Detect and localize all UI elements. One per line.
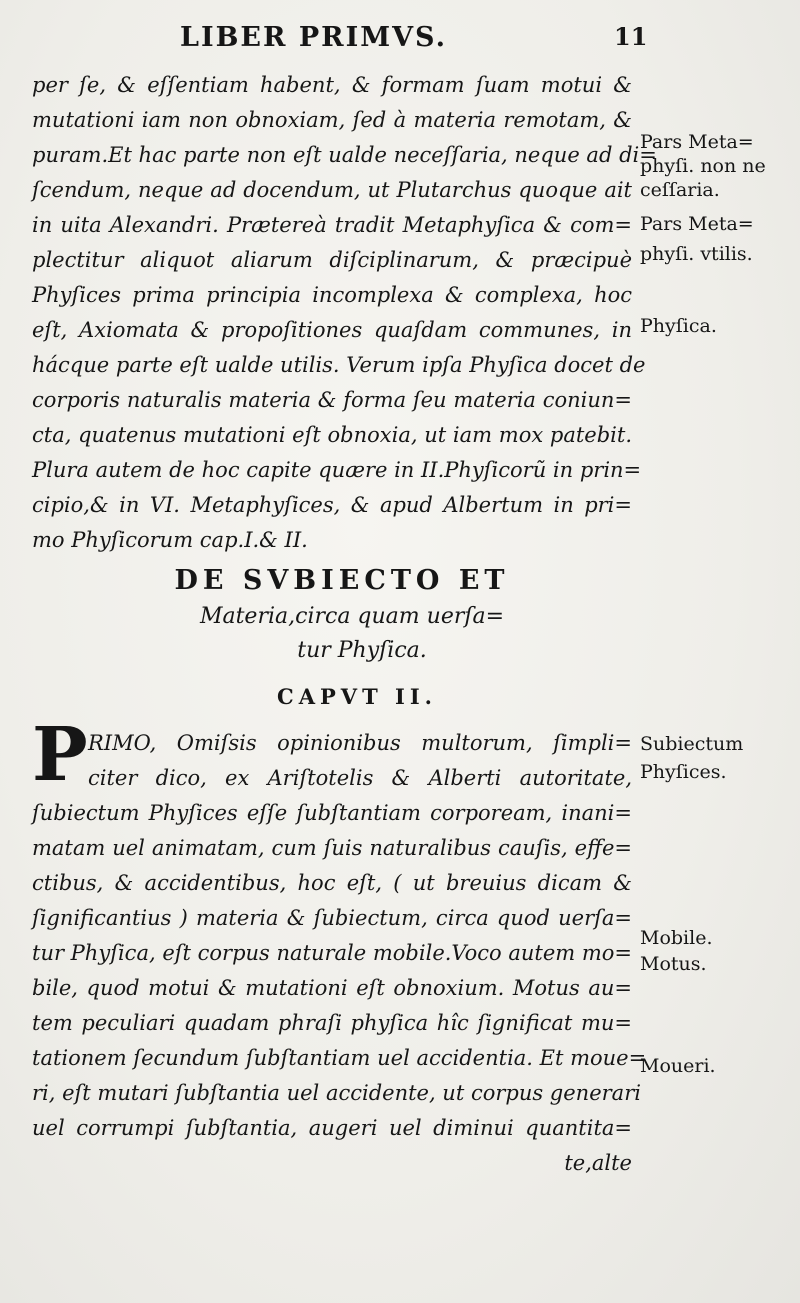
text-line: matam uel animatam, cum ſuis naturalibus cauſis, effe=: [32, 836, 632, 860]
text-line: uel corrumpi ſubſtantia, augeri uel diminui quantita=: [32, 1116, 632, 1140]
text-line: ſubiectum Phyſices eſſe ſubſtantiam corpoream, inani=: [32, 801, 632, 825]
text-line: Plura autem de hoc capite quære in II.Phyſicorũ in prin=: [32, 458, 642, 482]
text-line: ſcendum, neque ad docendum, ut Plutarchus quoque ait: [32, 178, 632, 202]
marginal-note: Mobile.: [640, 927, 713, 949]
drop-cap: P: [32, 712, 88, 798]
marginal-note: Phyſices.: [640, 761, 727, 783]
page-number: 11: [614, 22, 648, 51]
section-heading-line: Materia,circa quam uerſa=: [199, 604, 505, 629]
marginal-note: Pars Meta=: [640, 213, 754, 235]
page-header: [0, 18, 800, 58]
marginal-note: Moueri.: [640, 1055, 716, 1077]
second-paragraph-indented: [88, 726, 632, 796]
running-title: LIBER PRIMVS.: [180, 22, 447, 53]
text-line: cipio,& in VI. Metaphyſices, & apud Albertum in pri=: [32, 493, 632, 517]
section-heading: [32, 562, 632, 668]
section-heading-line: tur Phyſica.: [297, 638, 427, 663]
marginal-note: Motus.: [640, 953, 707, 975]
text-line: RIMO, Omiſsis opinionibus multorum, ſimpli=: [88, 731, 632, 755]
text-line: plectitur aliquot aliarum diſciplinarum, & præcipuè: [32, 248, 632, 272]
text-line: Phyſices prima principia incomplexa & complexa, hoc: [32, 283, 632, 307]
text-line: bile, quod motui & mutationi eſt obnoxium. Motus au=: [32, 976, 632, 1000]
marginal-note: Subiectum: [640, 733, 744, 755]
text-line: tem peculiari quadam phraſi phyſica hîc ſignificat mu=: [32, 1011, 632, 1035]
text-line: mutationi iam non obnoxiam, ſed à materia remotam, &: [32, 108, 632, 132]
marginal-note: phyſi. vtilis.: [640, 243, 753, 265]
text-line: corporis naturalis materia & forma ſeu materia coniun=: [32, 388, 632, 412]
section-heading-line: DE SVBIECTO ET: [174, 565, 510, 596]
top-paragraph: [32, 68, 657, 558]
text-line: ctibus, & accidentibus, hoc eſt, ( ut breuius dicam &: [32, 871, 632, 895]
text-line: tur Phyſica, eſt corpus naturale mobile.Voco autem mo=: [32, 941, 633, 965]
text-line: citer dico, ex Ariſtotelis & Alberti autoritate,: [88, 766, 632, 790]
text-line: ſignificantius ) materia & ſubiectum, circa quod uerſa=: [32, 906, 632, 930]
marginal-note: ceſſaria.: [640, 179, 720, 201]
text-line: tationem ſecundum ſubſtantiam uel accidentia. Et moue=: [32, 1046, 647, 1070]
text-line: in uita Alexandri. Prætereà tradit Metaphyſica & com=: [32, 213, 632, 237]
chapter-label: CAPVT II.: [277, 684, 437, 709]
text-line: hácque parte eſt ualde utilis. Verum ipſa Phyſica docet de: [32, 353, 646, 377]
marginal-note: phyſi. non ne: [640, 155, 766, 177]
text-line: puram.Et hac parte non eſt ualde neceſſaria, neque ad di=: [32, 143, 657, 167]
second-paragraph: [32, 796, 647, 1181]
marginal-note: Pars Meta=: [640, 131, 754, 153]
text-line: eſt, Axiomata & propoſitiones quaſdam communes, in: [32, 318, 632, 342]
marginal-note: Phyſica.: [640, 315, 717, 337]
text-line: mo Phyſicorum cap.I.& II.: [32, 528, 308, 552]
text-line: ri, eſt mutari ſubſtantia uel accidente, ut corpus generari: [32, 1081, 641, 1105]
catchword: te,alte: [564, 1151, 632, 1175]
text-line: per ſe, & eſſentiam habent, & formam ſuam motui &: [32, 73, 632, 97]
text-line: cta, quatenus mutationi eſt obnoxia, ut iam mox patebit.: [32, 423, 632, 447]
